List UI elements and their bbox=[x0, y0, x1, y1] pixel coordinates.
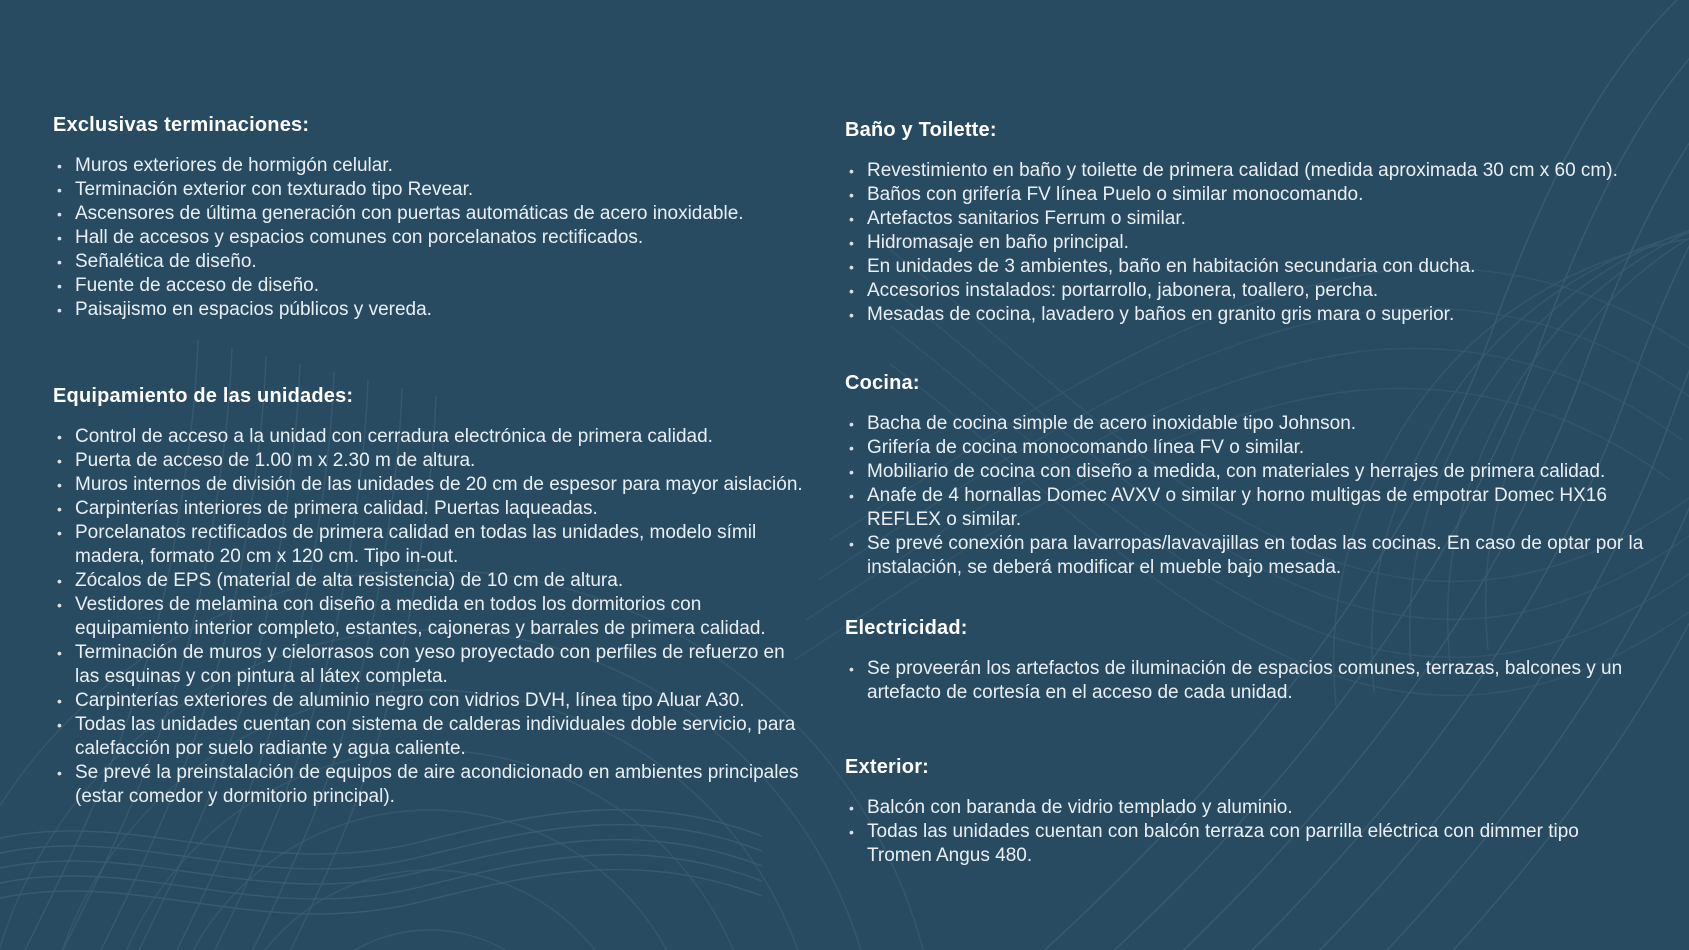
list-item: • Terminación exterior con texturado tipo Revear. bbox=[53, 178, 811, 202]
list-item: • Muros exteriores de hormigón celular. bbox=[53, 154, 811, 178]
list-item: • Porcelanatos rectificados de primera calidad en todas las unidades, modelo símil madera, formato 20 cm x 120 cm. Tipo in-out. bbox=[53, 521, 811, 569]
list-item: • Artefactos sanitarios Ferrum o similar. bbox=[845, 207, 1647, 231]
section-heading: Exclusivas terminaciones: bbox=[53, 114, 310, 136]
list-item: • Hall de accesos y espacios comunes con porcelanatos rectificados. bbox=[53, 226, 811, 250]
list-item: • Control de acceso a la unidad con cerradura electrónica de primera calidad. bbox=[53, 425, 811, 449]
list-item: • Señalética de diseño. bbox=[53, 250, 811, 274]
list-item: • Carpinterías interiores de primera calidad. Puertas laqueadas. bbox=[53, 497, 811, 521]
section-electricidad bbox=[845, 616, 1647, 705]
list-item: • Zócalos de EPS (material de alta resistencia) de 10 cm de altura. bbox=[53, 569, 811, 593]
left-column bbox=[53, 113, 811, 809]
bullet-list bbox=[845, 412, 1647, 580]
list-item: • Muros internos de división de las unidades de 20 cm de espesor para mayor aislación. bbox=[53, 473, 811, 497]
list-item: • Grifería de cocina monocomando línea FV o similar. bbox=[845, 436, 1647, 460]
list-item: • Revestimiento en baño y toilette de primera calidad (medida aproximada 30 cm x 60 cm). bbox=[845, 159, 1647, 183]
section-heading: Cocina: bbox=[845, 372, 920, 394]
bullet-list bbox=[53, 425, 811, 809]
list-item: • Anafe de 4 hornallas Domec AVXV o similar y horno multigas de empotrar Domec HX16 REFLEX o similar. bbox=[845, 484, 1647, 532]
section-exclusivas-terminaciones bbox=[53, 113, 811, 322]
list-item: • Se prevé la preinstalación de equipos de aire acondicionado en ambientes principales (estar comedor y dormitorio principal). bbox=[53, 761, 811, 809]
two-column-spec-text bbox=[53, 113, 1647, 868]
section-heading: Equipamiento de las unidades: bbox=[53, 385, 354, 407]
list-item: • Todas las unidades cuentan con sistema de calderas individuales doble servicio, para calefacción por suelo radiante y agua caliente. bbox=[53, 713, 811, 761]
section-bano-toilette bbox=[845, 118, 1647, 327]
list-item: • Balcón con baranda de vidrio templado y aluminio. bbox=[845, 796, 1647, 820]
section-cocina bbox=[845, 371, 1647, 580]
section-heading: Exterior: bbox=[845, 756, 930, 778]
bullet-list bbox=[845, 657, 1647, 705]
list-item: • Paisajismo en espacios públicos y vereda. bbox=[53, 298, 811, 322]
list-item: • Mesadas de cocina, lavadero y baños en granito gris mara o superior. bbox=[845, 303, 1647, 327]
list-item: • Se prevé conexión para lavarropas/lavavajillas en todas las cocinas. En caso de optar por la instalación, se deberá modificar el mueble bajo mesada. bbox=[845, 532, 1647, 580]
list-item: • Carpinterías exteriores de aluminio negro con vidrios DVH, línea tipo Aluar A30. bbox=[53, 689, 811, 713]
bullet-list bbox=[53, 154, 811, 322]
section-heading: Baño y Toilette: bbox=[845, 119, 997, 141]
list-item: • Ascensores de última generación con puertas automáticas de acero inoxidable. bbox=[53, 202, 811, 226]
section-equipamiento-unidades bbox=[53, 384, 811, 809]
list-item: • Hidromasaje en baño principal. bbox=[845, 231, 1647, 255]
right-column bbox=[845, 118, 1647, 868]
list-item: • Todas las unidades cuentan con balcón terraza con parrilla eléctrica con dimmer tipo Tromen Angus 480. bbox=[845, 820, 1647, 868]
list-item: • Fuente de acceso de diseño. bbox=[53, 274, 811, 298]
list-item: • Vestidores de melamina con diseño a medida en todos los dormitorios con equipamiento interior completo, estantes, cajoneras y barrales de primera calidad. bbox=[53, 593, 811, 641]
list-item: • Baños con grifería FV línea Puelo o similar monocomando. bbox=[845, 183, 1647, 207]
list-item: • Mobiliario de cocina con diseño a medida, con materiales y herrajes de primera calidad. bbox=[845, 460, 1647, 484]
bullet-list bbox=[845, 796, 1647, 868]
list-item: • En unidades de 3 ambientes, baño en habitación secundaria con ducha. bbox=[845, 255, 1647, 279]
list-item: • Terminación de muros y cielorrasos con yeso proyectado con perfiles de refuerzo en las esquinas y con pintura al látex completa. bbox=[53, 641, 811, 689]
list-item: • Se proveerán los artefactos de iluminación de espacios comunes, terrazas, balcones y un artefacto de cortesía en el acceso de cada unidad. bbox=[845, 657, 1647, 705]
bullet-list bbox=[845, 159, 1647, 327]
list-item: • Puerta de acceso de 1.00 m x 2.30 m de altura. bbox=[53, 449, 811, 473]
list-item: • Accesorios instalados: portarrollo, jabonera, toallero, percha. bbox=[845, 279, 1647, 303]
section-exterior bbox=[845, 755, 1647, 868]
list-item: • Bacha de cocina simple de acero inoxidable tipo Johnson. bbox=[845, 412, 1647, 436]
section-heading: Electricidad: bbox=[845, 617, 968, 639]
